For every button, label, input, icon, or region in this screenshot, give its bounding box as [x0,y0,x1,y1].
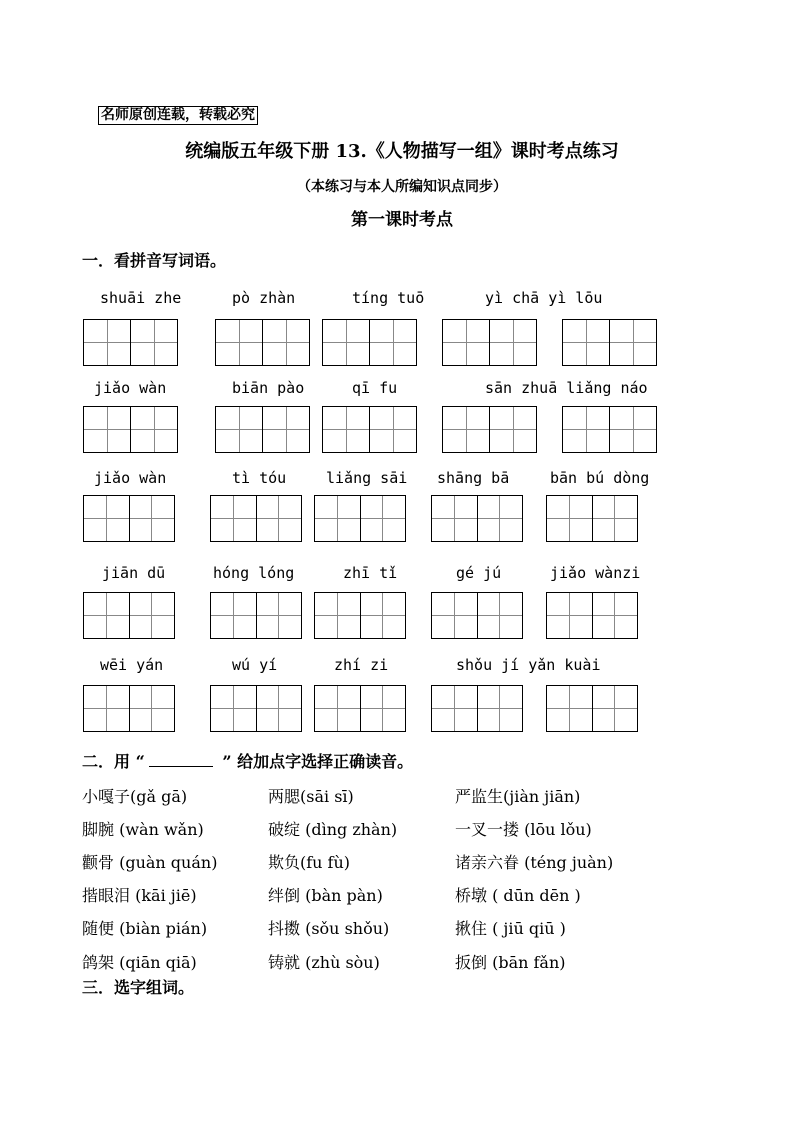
pronunciation-item: 揩眼泪 (kāi jiē) [82,886,197,905]
tianzige-cell[interactable] [360,593,406,638]
section1-heading: 一．看拼音写词语。 [82,251,227,270]
tianzige-cell[interactable] [129,593,175,638]
tianzige-cell[interactable] [489,407,536,452]
page-subtitle: （本练习与本人所编知识点同步） [297,179,507,195]
pronunciation-item: 脚腕 (wàn wǎn) [82,820,204,839]
writing-grid[interactable] [83,592,175,639]
writing-grid[interactable] [83,319,178,366]
tianzige-cell[interactable] [84,593,129,638]
tianzige-cell[interactable] [216,320,262,365]
pinyin-label: bān bú dòng [550,469,650,487]
pinyin-label: gé jú [456,564,502,582]
tianzige-cell[interactable] [211,496,256,541]
pronunciation-item: 颧骨 (guàn quán) [82,853,218,872]
tianzige-cell[interactable] [315,593,360,638]
tianzige-cell[interactable] [323,320,369,365]
pinyin-label: tì tóu [232,469,287,487]
lesson-title: 第一课时考点 [351,210,453,230]
tianzige-cell[interactable] [256,496,302,541]
writing-grid[interactable] [314,592,406,639]
tianzige-cell[interactable] [84,686,129,731]
tianzige-cell[interactable] [592,686,638,731]
tianzige-cell[interactable] [563,320,609,365]
tianzige-cell[interactable] [323,407,369,452]
tianzige-cell[interactable] [547,686,592,731]
tianzige-cell[interactable] [129,496,175,541]
tianzige-cell[interactable] [369,407,416,452]
pinyin-label: biān pào [232,379,305,397]
tianzige-cell[interactable] [315,686,360,731]
tianzige-cell[interactable] [315,496,360,541]
tianzige-cell[interactable] [256,686,302,731]
tianzige-cell[interactable] [443,407,489,452]
pinyin-label: hóng lóng [213,564,295,582]
pinyin-label: jiǎo wàn [94,379,167,397]
pinyin-label: shǒu jí yǎn kuài [456,656,601,674]
pronunciation-item: 欺负(fu fù) [268,853,351,872]
pinyin-label: zhí zi [334,656,389,674]
writing-grid[interactable] [322,406,417,453]
tianzige-cell[interactable] [547,496,592,541]
copyright-badge: 名师原创连载，转载必究 [98,106,258,125]
pronunciation-item: 桥墩 ( dūn dēn ) [455,886,581,905]
tianzige-cell[interactable] [477,593,523,638]
pronunciation-item: 绊倒 (bàn pàn) [268,886,383,905]
writing-grid[interactable] [83,406,178,453]
writing-grid[interactable] [546,495,638,542]
tianzige-cell[interactable] [477,496,523,541]
writing-grid[interactable] [314,685,406,732]
pronunciation-item: 铸就 (zhù sòu) [268,953,380,972]
writing-grid[interactable] [562,406,657,453]
writing-grid[interactable] [322,319,417,366]
pinyin-label: qī fu [352,379,398,397]
tianzige-cell[interactable] [432,686,477,731]
writing-grid[interactable] [442,319,537,366]
tianzige-cell[interactable] [609,320,656,365]
tianzige-cell[interactable] [256,593,302,638]
tianzige-cell[interactable] [360,686,406,731]
section2-heading [82,749,413,772]
tianzige-cell[interactable] [130,320,177,365]
tianzige-cell[interactable] [360,496,406,541]
writing-grid[interactable] [546,685,638,732]
pronunciation-item: 一叉一搂 (lōu lǒu) [455,820,592,839]
pinyin-label: wēi yán [100,656,164,674]
writing-grid[interactable] [546,592,638,639]
writing-grid[interactable] [431,592,523,639]
pinyin-label: jiǎo wàn [94,469,167,487]
tianzige-cell[interactable] [130,407,177,452]
pronunciation-item: 诸亲六眷 (téng juàn) [455,853,614,872]
tianzige-cell[interactable] [477,686,523,731]
tianzige-cell[interactable] [432,496,477,541]
tianzige-cell[interactable] [84,496,129,541]
pronunciation-item: 揪住 ( jiū qiū ) [455,919,566,938]
writing-grid[interactable] [210,592,302,639]
writing-grid[interactable] [215,406,310,453]
tianzige-cell[interactable] [211,593,256,638]
pinyin-label: shuāi zhe [100,289,182,307]
tianzige-cell[interactable] [84,407,130,452]
tianzige-cell[interactable] [369,320,416,365]
pinyin-label: shāng bā [437,469,510,487]
tianzige-cell[interactable] [129,686,175,731]
pinyin-label: yì chā yì lōu [485,289,603,307]
pronunciation-item: 抖擞 (sǒu shǒu) [268,919,390,938]
pinyin-label: liǎng sāi [326,469,408,487]
page-title: 统编版五年级下册 13.《人物描写一组》课时考点练习 [185,141,619,162]
tianzige-cell[interactable] [211,686,256,731]
pronunciation-item: 扳倒 (bān fǎn) [455,953,566,972]
pinyin-label: zhī tǐ [343,564,398,582]
tianzige-cell[interactable] [262,407,309,452]
section3-heading: 三．选字组词。 [82,978,195,997]
writing-grid[interactable] [210,685,302,732]
tianzige-cell[interactable] [432,593,477,638]
writing-grid[interactable] [314,495,406,542]
pinyin-label: jiǎo wànzi [550,564,641,582]
tianzige-cell[interactable] [216,407,262,452]
writing-grid[interactable] [215,319,310,366]
pinyin-label: wú yí [232,656,278,674]
writing-grid[interactable] [431,495,523,542]
section2-heading-suffix: ” 给加点字选择正确读音。 [216,752,414,771]
pinyin-label: sān zhuā liǎng náo [485,379,648,397]
tianzige-cell[interactable] [592,593,638,638]
pinyin-label: tíng tuō [352,289,425,307]
pinyin-label: jiān dū [102,564,166,582]
writing-grid[interactable] [210,495,302,542]
writing-grid[interactable] [83,495,175,542]
tianzige-cell[interactable] [443,320,489,365]
writing-grid[interactable] [562,319,657,366]
writing-grid[interactable] [431,685,523,732]
tianzige-cell[interactable] [547,593,592,638]
pronunciation-item: 两腮(sāi sī) [268,787,354,806]
section2-heading-prefix: 二．用 “ [82,752,145,771]
pronunciation-item: 随便 (biàn pián) [82,919,208,938]
answer-blank [149,752,213,767]
pronunciation-item: 破绽 (dìng zhàn) [268,820,398,839]
pinyin-label: pò zhàn [232,289,296,307]
pronunciation-item: 严监生(jiàn jiān) [455,787,581,806]
pronunciation-item: 鸽架 (qiān qiā) [82,953,197,972]
tianzige-cell[interactable] [563,407,609,452]
tianzige-cell[interactable] [84,320,130,365]
tianzige-cell[interactable] [592,496,638,541]
tianzige-cell[interactable] [609,407,656,452]
tianzige-cell[interactable] [489,320,536,365]
writing-grid[interactable] [442,406,537,453]
tianzige-cell[interactable] [262,320,309,365]
pronunciation-item: 小嘎子(gǎ gā) [82,787,188,806]
writing-grid[interactable] [83,685,175,732]
